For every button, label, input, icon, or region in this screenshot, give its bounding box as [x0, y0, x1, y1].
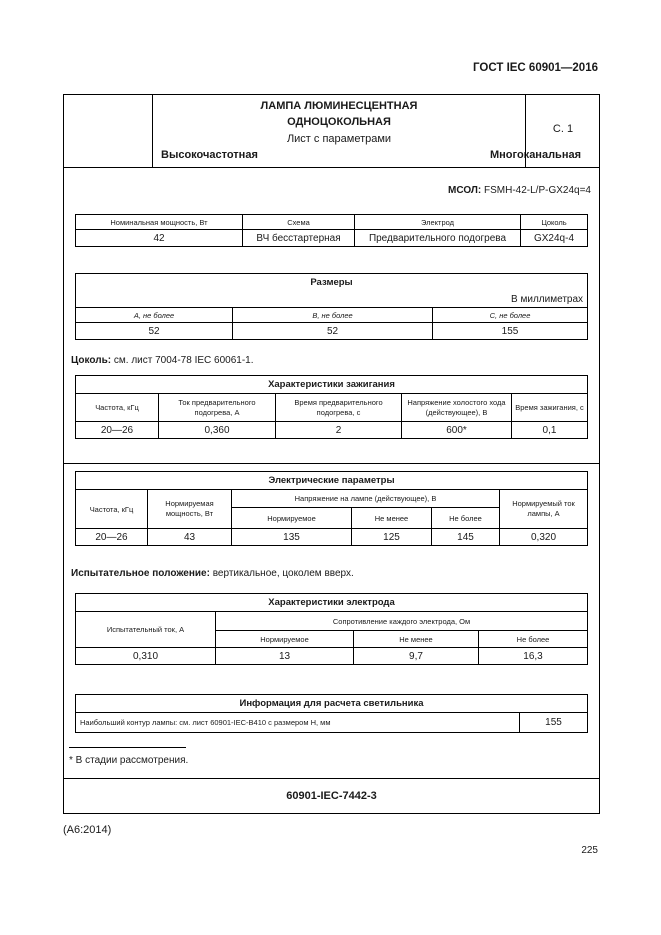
electrode-value-max: 16,3 [479, 648, 588, 665]
dimensions-header-c: C, не более [433, 308, 588, 323]
header-right-label: Многоканальная [490, 149, 581, 161]
ignition-caption: Характеристики зажигания [76, 376, 588, 394]
msol-value: FSMH-42-L/P-GX24q=4 [484, 185, 591, 196]
electrical-header-voltage-max: Не более [432, 508, 500, 529]
header-title-cell [153, 95, 589, 167]
electrode-header-resistance: Сопротивление каждого электрода, Ом [216, 612, 588, 631]
general-table [75, 214, 588, 247]
electrode-header-min: Не менее [354, 631, 479, 648]
electrode-value-min: 9,7 [354, 648, 479, 665]
electrode-header-nominal: Нормируемое [216, 631, 354, 648]
electrical-header-voltage-min: Не менее [352, 508, 432, 529]
ignition-header-preheat-time: Время предварительного подогрева, с [276, 394, 402, 422]
sheet-code: 60901-IEC-7442-3 [286, 790, 377, 802]
general-header-circuit: Схема [243, 215, 355, 230]
electrical-header-power: Нормируемая мощность, Вт [148, 490, 232, 529]
msol-designation [448, 185, 591, 196]
header-title-line2: ОДНОЦОКОЛЬНАЯ [287, 116, 391, 128]
electrical-header-frequency: Частота, кГц [76, 490, 148, 529]
test-position-label: Испытательное положение: [71, 568, 210, 579]
footnote: * В стадии рассмотрения. [69, 755, 189, 766]
header-subtitle: Лист с параметрами [286, 133, 392, 145]
ignition-header-frequency: Частота, кГц [76, 394, 159, 422]
general-value-electrode: Предварительного подогрева [355, 230, 521, 247]
header-page-label: С. 1 [552, 123, 574, 135]
electrical-header-current: Нормируемый ток лампы, А [500, 490, 588, 529]
electrode-value-nominal: 13 [216, 648, 354, 665]
section-divider [64, 463, 599, 464]
ignition-value-preheat-current: 0,360 [159, 422, 276, 439]
edition-note: (A6:2014) [63, 824, 112, 836]
general-value-power: 42 [76, 230, 243, 247]
ignition-header-preheat-current: Ток предварительного подогрева, А [159, 394, 276, 422]
dimensions-value-c: 155 [433, 323, 588, 340]
dimensions-caption: Размеры [76, 274, 588, 292]
ignition-header-ignition-time: Время зажигания, с [512, 394, 588, 422]
electrical-value-power: 43 [148, 529, 232, 546]
sheet-header [64, 95, 599, 168]
general-header-electrode: Электрод [355, 215, 521, 230]
dimensions-table [75, 273, 588, 340]
general-value-cap: GX24q-4 [521, 230, 588, 247]
electrode-header-test-current: Испытательный ток, А [76, 612, 216, 648]
ignition-value-open-voltage: 600* [402, 422, 512, 439]
electrical-value-voltage-min: 125 [352, 529, 432, 546]
electrical-header-voltage-nominal: Нормируемое [232, 508, 352, 529]
dimensions-value-b: 52 [233, 323, 433, 340]
test-position-text: вертикальное, цоколем вверх. [209, 568, 354, 579]
luminaire-caption: Информация для расчета светильника [76, 695, 588, 713]
luminaire-text: Наибольший контур лампы: см. лист 60901-IEC-B410 с размером H, мм [76, 713, 520, 733]
ignition-value-frequency: 20—26 [76, 422, 159, 439]
dimensions-header-a: A, не более [76, 308, 233, 323]
electrode-table [75, 593, 588, 665]
ignition-value-preheat-time: 2 [276, 422, 402, 439]
header-left-label: Высокочастотная [161, 149, 258, 161]
document-code: ГОСТ IEC 60901—2016 [473, 62, 598, 74]
general-header-cap: Цоколь [521, 215, 588, 230]
page-number: 225 [581, 845, 598, 856]
header-title-line1: ЛАМПА ЛЮМИНЕСЦЕНТНАЯ [260, 100, 418, 112]
msol-label: МСОЛ: [448, 185, 482, 196]
test-position-note [71, 568, 354, 579]
data-sheet-frame [63, 94, 600, 814]
electrode-caption: Характеристики электрода [76, 594, 588, 612]
electrical-value-voltage-max: 145 [432, 529, 500, 546]
electrical-header-voltage: Напряжение на лампе (действующее), В [232, 490, 500, 508]
header-left-cell [64, 95, 153, 167]
dimensions-units: В миллиметрах [76, 292, 588, 308]
ignition-header-open-voltage: Напряжение холостого хода (действующее), В [402, 394, 512, 422]
general-header-power: Номинальная мощность, Вт [76, 215, 243, 230]
footnote-separator [69, 747, 186, 748]
electrode-header-max: Не более [479, 631, 588, 648]
electrode-value-test-current: 0,310 [76, 648, 216, 665]
electrical-value-voltage-nominal: 135 [232, 529, 352, 546]
cap-note [71, 355, 254, 366]
ignition-table [75, 375, 588, 439]
sheet-footer [64, 778, 599, 813]
electrical-table [75, 471, 588, 546]
electrical-value-frequency: 20—26 [76, 529, 148, 546]
cap-note-text: см. лист 7004-78 IEC 60061-1. [111, 355, 254, 366]
luminaire-table [75, 694, 588, 733]
general-value-circuit: ВЧ бесстартерная [243, 230, 355, 247]
electrical-caption: Электрические параметры [76, 472, 588, 490]
dimensions-value-a: 52 [76, 323, 233, 340]
dimensions-header-b: B, не более [233, 308, 433, 323]
luminaire-value: 155 [520, 713, 588, 733]
ignition-value-ignition-time: 0,1 [512, 422, 588, 439]
cap-note-label: Цоколь: [71, 355, 112, 366]
header-page-cell [525, 95, 599, 167]
electrical-value-current: 0,320 [500, 529, 588, 546]
